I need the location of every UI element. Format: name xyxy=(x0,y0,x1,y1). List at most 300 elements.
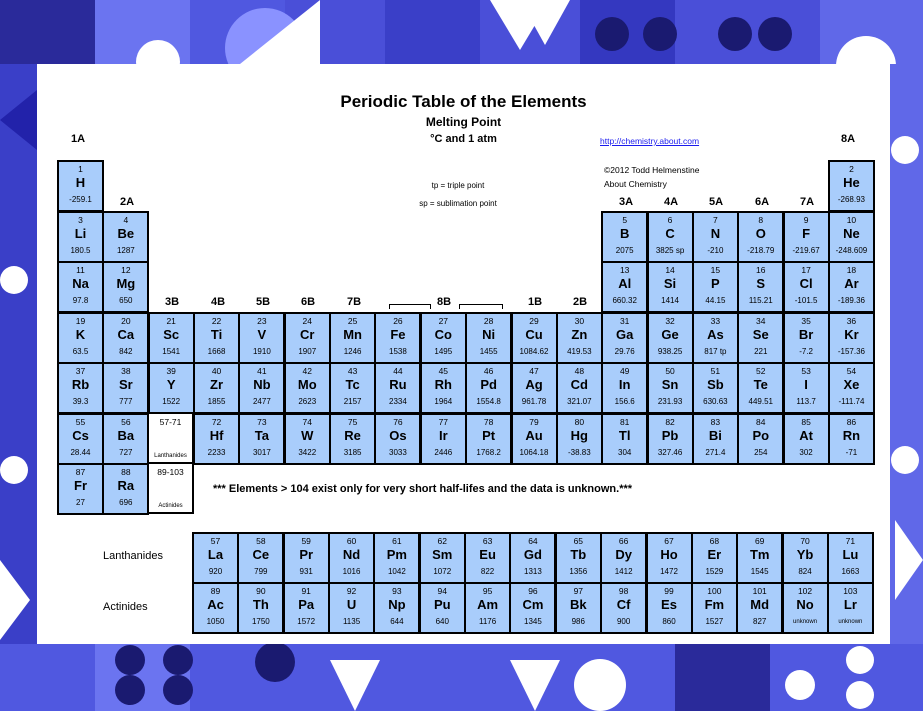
element-cell-lu xyxy=(827,532,874,584)
melting-point: 321.07 xyxy=(567,397,592,406)
group-label-6b: 6B xyxy=(300,296,316,308)
element-cell-os xyxy=(374,413,421,465)
element-cell-ho xyxy=(646,532,693,584)
atomic-number: 95 xyxy=(482,586,493,596)
element-symbol: Cr xyxy=(300,326,315,342)
element-symbol: Yb xyxy=(796,547,814,562)
atomic-number: 11 xyxy=(76,265,85,275)
element-symbol: I xyxy=(804,377,808,392)
melting-point: 1545 xyxy=(750,567,769,576)
element-symbol: Au xyxy=(525,427,543,443)
element-symbol: Tl xyxy=(618,427,631,443)
melting-point: 900 xyxy=(616,617,631,626)
melting-point: 1042 xyxy=(387,567,406,576)
atomic-number: 96 xyxy=(528,586,538,596)
group-label-5b: 5B xyxy=(255,296,271,308)
atomic-number: 62 xyxy=(437,536,447,546)
element-symbol: U xyxy=(346,597,357,612)
element-symbol: Ni xyxy=(482,326,496,342)
element-cell-rn xyxy=(828,413,875,465)
element-symbol: Ir xyxy=(438,427,448,443)
melting-point: 630.63 xyxy=(703,397,728,406)
element-symbol: Pd xyxy=(480,377,497,392)
element-cell-md xyxy=(736,582,783,634)
atomic-number: 100 xyxy=(707,586,722,596)
melting-point: -111.74 xyxy=(838,397,865,406)
atomic-number: 90 xyxy=(256,586,266,596)
element-symbol: Fm xyxy=(704,597,725,612)
melting-point: -219.67 xyxy=(792,245,820,255)
element-cell-fr xyxy=(57,463,104,515)
melting-point: 920 xyxy=(208,567,223,576)
melting-point: 449.51 xyxy=(748,397,773,406)
atomic-number: 8 xyxy=(758,214,764,225)
atomic-number: 23 xyxy=(257,315,267,326)
atomic-number: 18 xyxy=(846,265,857,275)
melting-point: 2075 xyxy=(615,245,634,255)
melting-point: 696 xyxy=(119,498,133,507)
element-cell-pa xyxy=(283,582,330,634)
group-label-2b: 2B xyxy=(572,296,588,308)
atomic-number: 46 xyxy=(483,366,494,376)
element-cell-nd xyxy=(328,532,375,584)
element-symbol: Np xyxy=(388,597,406,612)
atomic-number: 80 xyxy=(574,416,585,427)
melting-point: 28.44 xyxy=(70,447,91,457)
atomic-number: 44 xyxy=(393,366,403,376)
element-symbol: K xyxy=(75,326,86,342)
element-symbol: La xyxy=(207,547,224,562)
atomic-number: 29 xyxy=(529,315,539,326)
element-symbol: S xyxy=(756,276,766,291)
melting-point: 1572 xyxy=(297,617,316,626)
group-8b-bracket-right xyxy=(459,304,503,309)
atomic-number: 61 xyxy=(392,536,402,546)
element-symbol: Mg xyxy=(116,276,136,291)
element-symbol: Am xyxy=(477,597,499,612)
element-cell-cl xyxy=(783,261,830,313)
atomic-number: 26 xyxy=(393,315,403,326)
lanthanides-range: 57-71 xyxy=(159,417,182,427)
melting-point: 231.93 xyxy=(657,397,683,406)
element-symbol: Lr xyxy=(843,597,857,612)
element-symbol: Ba xyxy=(117,427,135,443)
melting-point: 44.15 xyxy=(705,296,726,305)
lanthanides-row-label: Lanthanides xyxy=(103,550,163,562)
element-cell-lr xyxy=(827,582,874,634)
element-symbol: P xyxy=(711,276,720,291)
atomic-number: 10 xyxy=(846,214,857,225)
element-symbol: Bi xyxy=(708,427,722,443)
element-cell-ba xyxy=(102,413,149,465)
atomic-number: 99 xyxy=(664,586,674,596)
element-symbol: Re xyxy=(344,427,361,443)
copyright-text: ©2012 Todd Helmenstine xyxy=(604,165,700,175)
melting-point: 97.8 xyxy=(72,296,89,305)
atomic-number: 64 xyxy=(528,536,538,546)
element-symbol: Ti xyxy=(210,326,223,342)
element-cell-cr xyxy=(284,312,331,364)
atomic-number: 56 xyxy=(121,416,131,427)
element-symbol: Sc xyxy=(163,326,180,342)
atomic-number: 39 xyxy=(166,366,176,376)
atomic-number: 47 xyxy=(529,366,539,376)
element-symbol: Se xyxy=(752,326,769,342)
atomic-number: 6 xyxy=(667,214,673,225)
atomic-number: 7 xyxy=(713,214,718,225)
element-cell-al xyxy=(601,261,648,313)
element-symbol: Fe xyxy=(390,326,406,342)
source-link[interactable]: http://chemistry.about.com xyxy=(600,136,700,146)
atomic-number: 82 xyxy=(665,416,675,427)
atomic-number: 102 xyxy=(797,586,813,596)
group-label-7b: 7B xyxy=(346,296,362,308)
element-cell-br xyxy=(783,312,830,364)
element-cell-u xyxy=(328,582,375,634)
atomic-number: 85 xyxy=(801,416,811,427)
atomic-number: 101 xyxy=(752,586,767,596)
element-symbol: Pr xyxy=(299,547,314,562)
group-label-7a: 7A xyxy=(799,196,815,208)
element-symbol: Md xyxy=(750,597,770,612)
element-cell-n xyxy=(692,211,739,263)
atomic-number: 34 xyxy=(756,315,766,326)
group-label-1a: 1A xyxy=(70,133,86,145)
atomic-number: 65 xyxy=(573,536,584,546)
element-cell-au xyxy=(511,413,558,465)
melting-point: 1855 xyxy=(207,397,226,406)
periodic-table-sheet xyxy=(37,64,890,644)
element-cell-th xyxy=(237,582,284,634)
atomic-number: 88 xyxy=(121,467,131,477)
melting-point: 156.6 xyxy=(614,397,635,406)
melting-point: 29.76 xyxy=(614,346,635,356)
melting-point: 1246 xyxy=(343,346,362,356)
melting-point: 1412 xyxy=(614,567,633,576)
atomic-number: 21 xyxy=(166,315,176,326)
element-cell-mn xyxy=(329,312,376,364)
element-symbol: Te xyxy=(753,377,768,392)
atomic-number: 92 xyxy=(346,586,357,596)
atomic-number: 68 xyxy=(709,536,720,546)
element-symbol: V xyxy=(257,326,267,342)
element-cell-v xyxy=(238,312,285,364)
atomic-number: 50 xyxy=(665,366,675,376)
atomic-number: 3 xyxy=(78,214,83,225)
element-cell-bk xyxy=(555,582,602,634)
element-cell-i xyxy=(783,362,830,414)
element-symbol: Si xyxy=(663,276,677,291)
melting-point: 302 xyxy=(799,447,813,457)
atomic-number: 32 xyxy=(665,315,675,326)
element-cell-pt xyxy=(465,413,512,465)
atomic-number: 4 xyxy=(123,214,129,225)
atomic-number: 1 xyxy=(78,164,83,174)
group-label-4a: 4A xyxy=(663,196,679,208)
element-symbol: Cd xyxy=(570,377,589,392)
element-symbol: No xyxy=(796,597,814,612)
element-symbol: Ru xyxy=(389,377,407,392)
group-label-1b: 1B xyxy=(527,296,543,308)
element-cell-na xyxy=(57,261,104,313)
element-cell-xe xyxy=(828,362,875,414)
melting-point: 1084.62 xyxy=(519,346,549,356)
unknown-elements-message: *** Elements > 104 exist only for very short half-lifes and the data is unknown.*** xyxy=(213,483,633,495)
element-cell-tb xyxy=(555,532,602,584)
lanthanides-placeholder xyxy=(147,412,194,464)
melting-point: 1495 xyxy=(434,346,453,356)
atomic-number: 2 xyxy=(849,164,854,174)
element-cell-hg xyxy=(556,413,603,465)
element-cell-np xyxy=(373,582,420,634)
element-cell-ti xyxy=(193,312,240,364)
atomic-number: 37 xyxy=(75,366,86,376)
melting-point: 1541 xyxy=(162,346,181,356)
element-cell-la xyxy=(192,532,239,584)
element-cell-s xyxy=(737,261,784,313)
melting-point: 660.32 xyxy=(612,296,637,305)
element-symbol: In xyxy=(618,377,631,392)
element-cell-nb xyxy=(238,362,285,414)
actinides-placeholder xyxy=(147,462,194,514)
element-symbol: Tb xyxy=(570,547,587,562)
melting-point: 644 xyxy=(390,617,404,626)
melting-point: 650 xyxy=(119,296,133,305)
atomic-number: 36 xyxy=(846,315,857,326)
element-symbol: Ac xyxy=(207,597,224,612)
publisher-text: About Chemistry xyxy=(604,179,667,189)
element-symbol: Ge xyxy=(661,326,679,342)
element-cell-as xyxy=(692,312,739,364)
melting-point: 817 tp xyxy=(704,346,727,356)
melting-point: 115.21 xyxy=(748,296,773,305)
atomic-number: 86 xyxy=(846,416,857,427)
element-symbol: Ta xyxy=(254,427,269,443)
element-cell-at xyxy=(783,413,830,465)
element-cell-pu xyxy=(419,582,466,634)
melting-point: unknown xyxy=(838,619,863,625)
melting-point: -218.79 xyxy=(747,245,775,255)
element-cell-dy xyxy=(600,532,647,584)
melting-point: 1668 xyxy=(207,346,226,356)
melting-point: 2233 xyxy=(207,447,226,457)
element-cell-c xyxy=(647,211,694,263)
atomic-number: 24 xyxy=(302,315,312,326)
element-cell-sn xyxy=(647,362,694,414)
element-cell-eu xyxy=(464,532,511,584)
element-symbol: Zn xyxy=(571,326,588,342)
melting-point: 842 xyxy=(119,346,133,356)
atomic-number: 81 xyxy=(619,416,630,427)
melting-point: 2446 xyxy=(434,447,453,457)
melting-point: 827 xyxy=(753,617,767,626)
atomic-number: 73 xyxy=(257,416,267,427)
element-cell-zn xyxy=(556,312,603,364)
element-symbol: Nb xyxy=(253,377,271,392)
group-label-3a: 3A xyxy=(618,196,634,208)
element-cell-rb xyxy=(57,362,104,414)
element-cell-pb xyxy=(647,413,694,465)
element-symbol: Tm xyxy=(749,547,770,562)
atomic-number: 49 xyxy=(619,366,630,376)
atomic-number: 91 xyxy=(301,586,311,596)
melting-point: 1910 xyxy=(252,346,271,356)
atomic-number: 48 xyxy=(574,366,585,376)
melting-point: 419.53 xyxy=(567,346,592,356)
element-symbol: N xyxy=(710,225,721,241)
group-label-8b: 8B xyxy=(436,296,452,308)
element-symbol: Sr xyxy=(118,377,133,392)
triple-point-note: tp = triple point xyxy=(431,181,485,190)
element-symbol: O xyxy=(755,225,766,241)
melting-point: 3017 xyxy=(252,447,271,457)
element-cell-mo xyxy=(284,362,331,414)
atomic-number: 63 xyxy=(482,536,493,546)
melting-point: -157.36 xyxy=(837,346,865,356)
element-cell-pm xyxy=(373,532,420,584)
group-label-3b: 3B xyxy=(164,296,180,308)
group-label-4b: 4B xyxy=(210,296,226,308)
melting-point: 304 xyxy=(618,447,632,457)
element-symbol: As xyxy=(707,326,724,342)
element-cell-ne xyxy=(828,211,875,263)
element-symbol: Rn xyxy=(842,427,861,443)
atomic-number: 42 xyxy=(302,366,312,376)
element-symbol: Rb xyxy=(71,377,90,392)
atomic-number: 45 xyxy=(438,366,449,376)
melting-point: -189.36 xyxy=(837,296,865,305)
atomic-number: 16 xyxy=(756,265,766,275)
atomic-number: 58 xyxy=(256,536,266,546)
element-cell-cd xyxy=(556,362,603,414)
melting-point: 1072 xyxy=(433,567,452,576)
element-symbol: Hg xyxy=(570,427,589,443)
atomic-number: 69 xyxy=(754,536,765,546)
melting-point: 1064.18 xyxy=(519,447,549,457)
element-cell-he xyxy=(828,160,875,212)
atomic-number: 55 xyxy=(75,416,86,427)
melting-point: 2623 xyxy=(298,397,317,406)
element-cell-ta xyxy=(238,413,285,465)
atomic-number: 5 xyxy=(622,214,628,225)
element-cell-cm xyxy=(509,582,556,634)
element-cell-ca xyxy=(102,312,149,364)
melting-point: 254 xyxy=(754,447,768,457)
element-symbol: Pb xyxy=(661,427,679,443)
element-symbol: Fr xyxy=(74,478,87,493)
melting-point: 1964 xyxy=(434,397,453,406)
atomic-number: 79 xyxy=(529,416,539,427)
atomic-number: 14 xyxy=(665,265,675,275)
atomic-number: 13 xyxy=(619,265,630,275)
atomic-number: 51 xyxy=(710,366,721,376)
element-cell-pr xyxy=(283,532,330,584)
element-symbol: Es xyxy=(661,597,677,612)
atomic-number: 33 xyxy=(710,315,721,326)
atomic-number: 9 xyxy=(803,214,809,225)
element-cell-o xyxy=(737,211,784,263)
element-cell-tl xyxy=(601,413,648,465)
melting-point: 640 xyxy=(435,617,449,626)
element-symbol: Zr xyxy=(210,377,224,392)
melting-point: 2157 xyxy=(343,397,362,406)
atomic-number: 97 xyxy=(573,586,584,596)
atomic-number: 31 xyxy=(619,315,630,326)
page-subtitle: Melting Point xyxy=(425,115,502,129)
melting-point: -248.609 xyxy=(835,245,868,255)
element-cell-k xyxy=(57,312,104,364)
melting-point: 1345 xyxy=(524,617,542,626)
atomic-number: 54 xyxy=(846,366,857,376)
element-symbol: Be xyxy=(117,225,135,241)
atomic-number: 20 xyxy=(121,315,131,326)
atomic-number: 98 xyxy=(618,586,629,596)
element-symbol: W xyxy=(301,427,314,443)
melting-point: 1529 xyxy=(705,567,724,576)
element-symbol: Cs xyxy=(72,427,89,443)
melting-point: 2334 xyxy=(389,397,407,406)
atomic-number: 71 xyxy=(845,536,856,546)
element-symbol: Cm xyxy=(522,597,544,612)
melting-point: 63.5 xyxy=(72,346,89,356)
melting-point: 799 xyxy=(254,567,268,576)
element-cell-p xyxy=(692,261,739,313)
element-symbol: Cu xyxy=(525,326,543,342)
atomic-number: 57 xyxy=(210,536,221,546)
element-symbol: Tc xyxy=(345,377,360,392)
element-symbol: Th xyxy=(252,597,269,612)
element-cell-mg xyxy=(102,261,149,313)
atomic-number: 77 xyxy=(438,416,449,427)
melting-point: 3825 sp xyxy=(655,245,685,255)
element-symbol: Pt xyxy=(482,427,496,443)
element-cell-kr xyxy=(828,312,875,364)
element-cell-in xyxy=(601,362,648,414)
element-cell-ce xyxy=(237,532,284,584)
element-cell-ir xyxy=(420,413,467,465)
element-symbol: Pu xyxy=(433,597,451,612)
atomic-number: 35 xyxy=(801,315,811,326)
melting-point: 271.4 xyxy=(705,447,726,457)
element-symbol: C xyxy=(665,225,675,241)
element-cell-se xyxy=(737,312,784,364)
element-symbol: Ce xyxy=(252,547,270,562)
element-cell-te xyxy=(737,362,784,414)
group-label-5a: 5A xyxy=(708,196,724,208)
melting-point: 1768.2 xyxy=(476,447,501,457)
atomic-number: 19 xyxy=(75,315,86,326)
element-cell-sr xyxy=(102,362,149,414)
element-cell-b xyxy=(601,211,648,263)
element-symbol: F xyxy=(802,225,811,241)
element-symbol: Ar xyxy=(844,276,859,291)
melting-point: 1016 xyxy=(342,567,361,576)
element-symbol: Ho xyxy=(660,547,678,562)
element-symbol: Lu xyxy=(842,547,859,562)
element-cell-pd xyxy=(465,362,512,414)
melting-point: -259.1 xyxy=(69,195,92,204)
melting-point: 931 xyxy=(299,567,313,576)
melting-point: 1907 xyxy=(298,346,317,356)
atomic-number: 74 xyxy=(302,416,312,427)
atomic-number: 67 xyxy=(664,536,674,546)
melting-point: -7.2 xyxy=(799,346,813,356)
element-symbol: Pm xyxy=(386,547,407,562)
melting-point: -210 xyxy=(707,245,724,255)
element-cell-si xyxy=(647,261,694,313)
atomic-number: 94 xyxy=(437,586,447,596)
lanthanides-label: Lanthanides xyxy=(154,453,187,459)
